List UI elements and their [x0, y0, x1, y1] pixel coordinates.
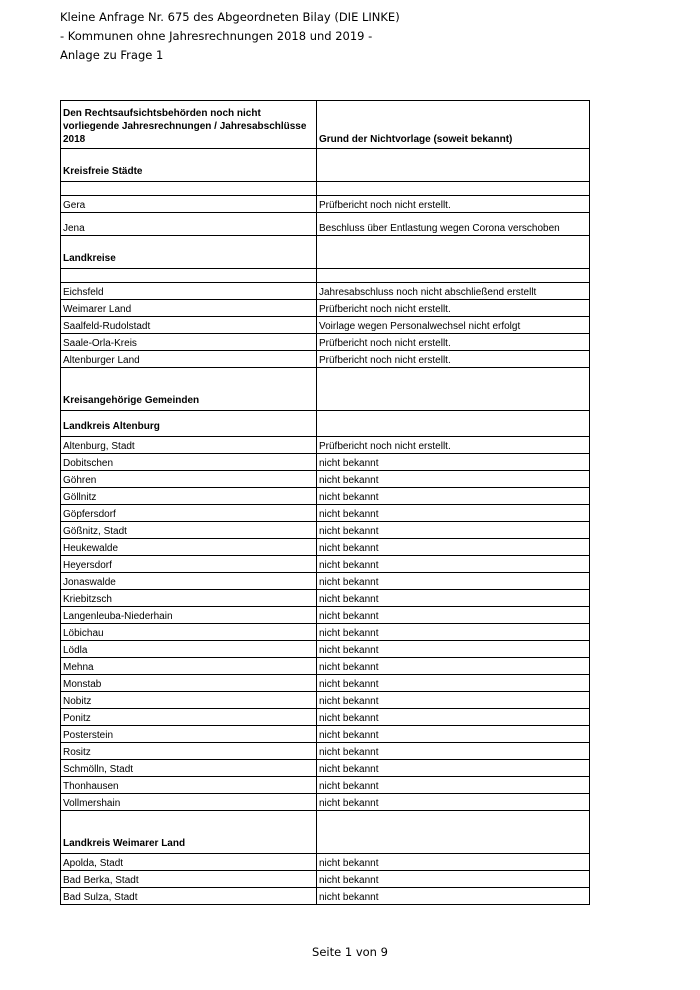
municipality-name: Rositz	[61, 743, 317, 760]
table-row	[61, 471, 590, 488]
reason-cell: Prüfbericht noch nicht erstellt.	[317, 300, 590, 317]
reason-cell	[317, 149, 590, 182]
reason-cell: nicht bekannt	[317, 590, 590, 607]
municipality-name: Lödla	[61, 641, 317, 658]
section-row	[61, 236, 590, 269]
table-row	[61, 213, 590, 236]
table-row	[61, 590, 590, 607]
reason-cell: nicht bekannt	[317, 556, 590, 573]
table-row	[61, 777, 590, 794]
table-row	[61, 573, 590, 590]
table-row	[61, 300, 590, 317]
section-row	[61, 368, 590, 411]
reason-cell	[317, 811, 590, 854]
reason-cell: nicht bekannt	[317, 624, 590, 641]
table-row	[61, 539, 590, 556]
municipality-name: Posterstein	[61, 726, 317, 743]
column-header-reason: Grund der Nichtvorlage (soweit bekannt)	[317, 101, 590, 149]
reason-cell: nicht bekannt	[317, 854, 590, 871]
municipality-name: Vollmershain	[61, 794, 317, 811]
table-body	[61, 101, 590, 905]
table-row	[61, 709, 590, 726]
reason-cell: nicht bekannt	[317, 760, 590, 777]
municipality-name: Gera	[61, 196, 317, 213]
reason-cell	[317, 368, 590, 411]
section-heading: Kreisangehörige Gemeinden	[61, 368, 317, 411]
table-row	[61, 334, 590, 351]
table-row	[61, 692, 590, 709]
municipality-name: Altenburger Land	[61, 351, 317, 368]
municipality-name: Jena	[61, 213, 317, 236]
reason-cell	[317, 236, 590, 269]
spacer-row	[61, 269, 590, 283]
table-row	[61, 658, 590, 675]
section-row	[61, 811, 590, 854]
table-row	[61, 794, 590, 811]
municipality-name: Bad Berka, Stadt	[61, 871, 317, 888]
reason-cell: nicht bekannt	[317, 539, 590, 556]
reason-cell	[317, 182, 590, 196]
reason-cell: Beschluss über Entlastung wegen Corona verschoben	[317, 213, 590, 236]
municipality-table	[60, 100, 590, 905]
reason-cell: nicht bekannt	[317, 675, 590, 692]
municipality-name	[61, 182, 317, 196]
reason-cell: nicht bekannt	[317, 454, 590, 471]
municipality-name: Mehna	[61, 658, 317, 675]
municipality-name: Bad Sulza, Stadt	[61, 888, 317, 905]
reason-cell	[317, 411, 590, 437]
page-number: Seite 1 von 9	[312, 945, 388, 959]
section-heading: Landkreis Altenburg	[61, 411, 317, 437]
municipality-name: Saalfeld-Rudolstadt	[61, 317, 317, 334]
section-row	[61, 411, 590, 437]
reason-cell: nicht bekannt	[317, 871, 590, 888]
municipality-name: Langenleuba-Niederhain	[61, 607, 317, 624]
municipality-name: Gößnitz, Stadt	[61, 522, 317, 539]
municipality-name: Monstab	[61, 675, 317, 692]
municipality-name: Nobitz	[61, 692, 317, 709]
municipality-name: Eichsfeld	[61, 283, 317, 300]
table-row	[61, 888, 590, 905]
table-row	[61, 437, 590, 454]
section-heading: Kreisfreie Städte	[61, 149, 317, 182]
municipality-name: Heyersdorf	[61, 556, 317, 573]
header-subtitle: - Kommunen ohne Jahresrechnungen 2018 und 2019 -	[60, 29, 373, 43]
municipality-name: Weimarer Land	[61, 300, 317, 317]
reason-cell: nicht bekannt	[317, 658, 590, 675]
column-header-municipality: Den Rechtsaufsichtsbehörden noch nicht vorliegende Jahresrechnungen / Jahresabschlüsse 2018	[61, 101, 317, 149]
table-row	[61, 641, 590, 658]
table-row	[61, 556, 590, 573]
reason-cell: nicht bekannt	[317, 692, 590, 709]
reason-cell: nicht bekannt	[317, 573, 590, 590]
header-title: Kleine Anfrage Nr. 675 des Abgeordneten Bilay (DIE LINKE)	[60, 10, 400, 24]
municipality-name: Kriebitzsch	[61, 590, 317, 607]
table-row	[61, 624, 590, 641]
municipality-name: Jonaswalde	[61, 573, 317, 590]
section-heading: Landkreise	[61, 236, 317, 269]
section-heading: Landkreis Weimarer Land	[61, 811, 317, 854]
table-row	[61, 607, 590, 624]
reason-cell: nicht bekannt	[317, 888, 590, 905]
table-row	[61, 743, 590, 760]
section-row	[61, 149, 590, 182]
municipality-name: Göhren	[61, 471, 317, 488]
table-row	[61, 454, 590, 471]
reason-cell: nicht bekannt	[317, 641, 590, 658]
reason-cell: Prüfbericht noch nicht erstellt.	[317, 334, 590, 351]
table-row	[61, 505, 590, 522]
table-row	[61, 488, 590, 505]
table-row	[61, 871, 590, 888]
reason-cell: Jahresabschluss noch nicht abschließend erstellt	[317, 283, 590, 300]
table-row	[61, 351, 590, 368]
table-header-row	[61, 101, 590, 149]
table-row	[61, 283, 590, 300]
municipality-name: Apolda, Stadt	[61, 854, 317, 871]
municipality-name: Dobitschen	[61, 454, 317, 471]
reason-cell: nicht bekannt	[317, 794, 590, 811]
reason-cell: nicht bekannt	[317, 607, 590, 624]
municipality-name	[61, 269, 317, 283]
table-row	[61, 196, 590, 213]
reason-cell	[317, 269, 590, 283]
reason-cell: nicht bekannt	[317, 709, 590, 726]
municipality-name: Göllnitz	[61, 488, 317, 505]
reason-cell: nicht bekannt	[317, 505, 590, 522]
reason-cell: nicht bekannt	[317, 471, 590, 488]
municipality-name: Saale-Orla-Kreis	[61, 334, 317, 351]
municipality-name: Ponitz	[61, 709, 317, 726]
table-row	[61, 675, 590, 692]
table-row	[61, 726, 590, 743]
spacer-row	[61, 182, 590, 196]
reason-cell: nicht bekannt	[317, 777, 590, 794]
document-header	[60, 8, 400, 65]
reason-cell: Voirlage wegen Personalwechsel nicht erfolgt	[317, 317, 590, 334]
reason-cell: nicht bekannt	[317, 488, 590, 505]
reason-cell: nicht bekannt	[317, 726, 590, 743]
table-row	[61, 317, 590, 334]
municipality-name: Heukewalde	[61, 539, 317, 556]
reason-cell: Prüfbericht noch nicht erstellt.	[317, 196, 590, 213]
reason-cell: nicht bekannt	[317, 743, 590, 760]
municipality-name: Altenburg, Stadt	[61, 437, 317, 454]
municipality-name: Schmölln, Stadt	[61, 760, 317, 777]
municipality-name: Löbichau	[61, 624, 317, 641]
table-row	[61, 760, 590, 777]
reason-cell: Prüfbericht noch nicht erstellt.	[317, 351, 590, 368]
header-annex: Anlage zu Frage 1	[60, 48, 164, 62]
reason-cell: nicht bekannt	[317, 522, 590, 539]
table-row	[61, 854, 590, 871]
table-row	[61, 522, 590, 539]
municipality-name: Thonhausen	[61, 777, 317, 794]
reason-cell: Prüfbericht noch nicht erstellt.	[317, 437, 590, 454]
municipality-name: Göpfersdorf	[61, 505, 317, 522]
